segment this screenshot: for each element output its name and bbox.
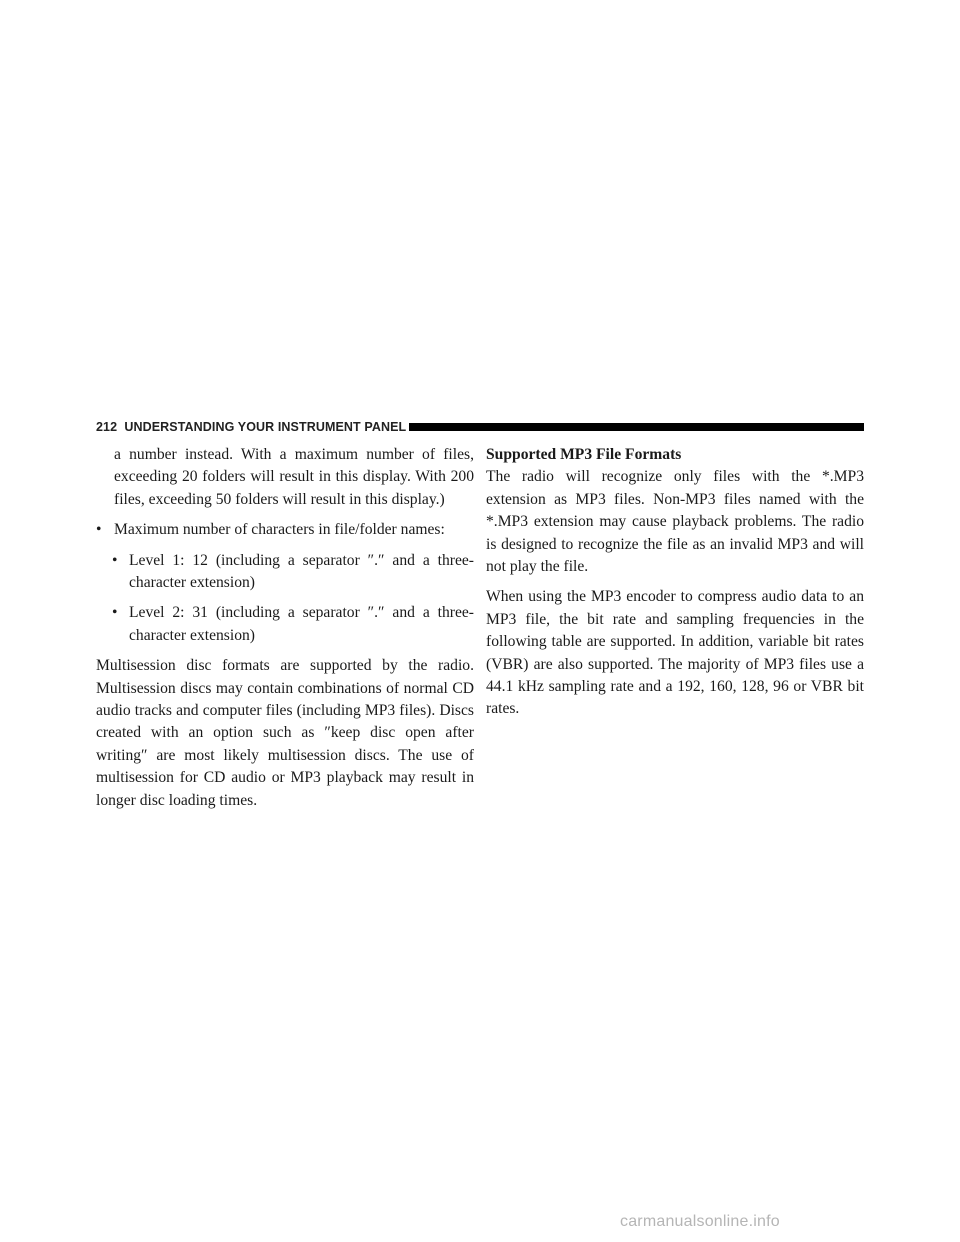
mp3-recognition-paragraph: The radio will recognize only files with the *.MP3 extension as MP3 files. Non-MP3 files named with the *.MP3 extension may cause playback problems. The radio is designed to recognize the file as an invalid MP3 and will not play the file. xyxy=(486,468,864,576)
sub-bullet-text: Level 2: 31 (including a separator ″.″ and a three-character extension) xyxy=(129,604,474,644)
section-title: UNDERSTANDING YOUR INSTRUMENT PANEL xyxy=(124,420,407,434)
page-number: 212 xyxy=(96,420,118,434)
sub-bullet-item xyxy=(96,550,474,595)
bullet-icon: • xyxy=(96,521,102,539)
sub-bullet-text: Level 1: 12 (including a separator ″.″ and a three-character extension) xyxy=(129,551,474,592)
header-rule xyxy=(409,423,864,431)
bullet-icon: • xyxy=(112,604,118,622)
page-header xyxy=(96,419,864,435)
bullet-icon: • xyxy=(112,551,118,569)
header-label xyxy=(96,419,406,435)
watermark: carmanualsonline.info xyxy=(620,1213,780,1230)
section-heading: Supported MP3 File Formats xyxy=(486,446,682,463)
left-column xyxy=(96,444,474,820)
bullet-text: Maximum number of characters in file/folder names: xyxy=(114,521,445,539)
right-column xyxy=(486,444,864,729)
mp3-encoder-paragraph: When using the MP3 encoder to compress audio data to an MP3 file, the bit rate and sampling frequencies in the following table are supported. In addition, variable bit rates (VBR) are also supported. The majority of MP3 files use a 44.1 kHz sampling rate and a 192, 160, 128, 96 or VBR bit rates. xyxy=(486,588,864,718)
multisession-paragraph: Multisession disc formats are supported by the radio. Multisession discs may contain combinations of normal CD audio tracks and computer files (including MP3 files). Discs created with an option such as ″keep disc open after writing″ are most likely multisession discs. The use of multisession for CD audio or MP3 playback may result in longer disc loading times. xyxy=(96,657,474,809)
continuation-paragraph: a number instead. With a maximum number of files, exceeding 20 folders will result in this display. With 200 files, exceeding 50 folders will result in this display.) xyxy=(114,446,474,508)
bullet-item xyxy=(96,519,474,541)
sub-bullet-item xyxy=(96,602,474,647)
